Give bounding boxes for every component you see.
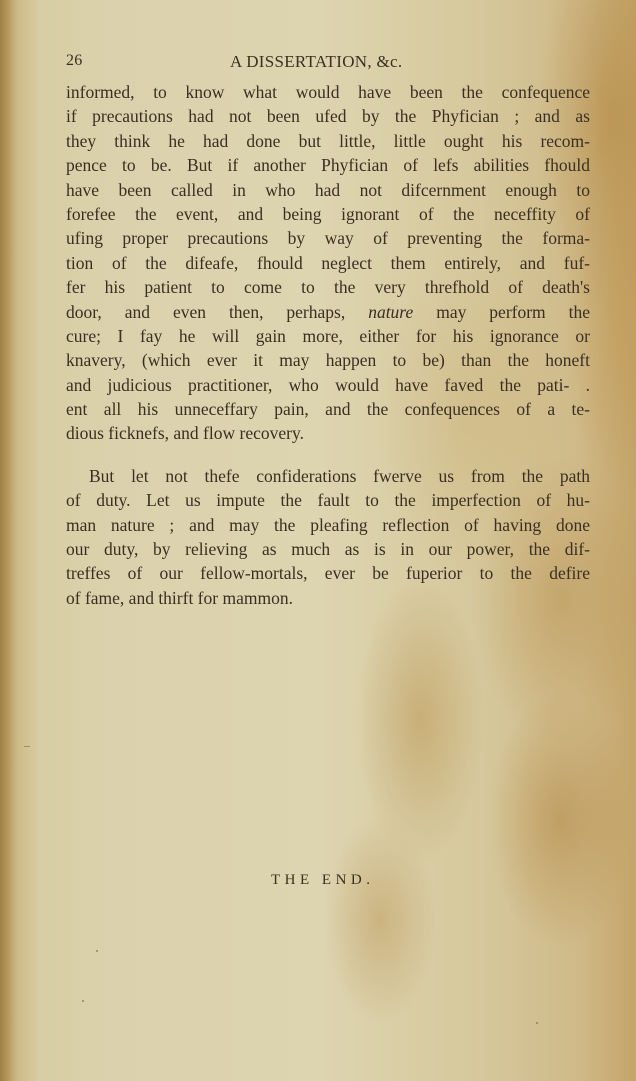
text-line: of fame, and thirft for mammon.	[66, 587, 293, 608]
text-line: But let not thefe confiderations fwerve us from the path	[89, 465, 590, 486]
text-line: forefee the event, and being ignorant of the neceffity of	[66, 203, 590, 224]
paper-speck	[96, 950, 98, 952]
the-end-label: THE END.	[271, 872, 375, 888]
running-head	[66, 52, 590, 80]
text-line: pence to be. But if another Phyfician of lefs abilities fhould	[66, 155, 590, 176]
text-line: of duty. Let us impute the fault to the imperfection of hu-	[66, 490, 590, 511]
text-line: and judicious practitioner, who would have faved the pati- .	[66, 374, 590, 395]
running-head-title: A DISSERTATION, &c.	[230, 52, 403, 71]
line-end: may perform the	[436, 301, 591, 322]
page-number: 26	[66, 52, 83, 69]
text-line: fer his patient to come to the very threfhold of death's	[66, 277, 590, 298]
text-line: if precautions had not been ufed by the Phyfician ; and as	[66, 106, 590, 127]
line-start: door, and even then, perhaps,	[66, 301, 346, 322]
text-line: have been called in who had not difcernment enough to	[66, 179, 590, 200]
text-line: they think he had done but little, little ought his recom-	[66, 130, 590, 151]
text-line: our duty, by relieving as much as is in our power, the dif-	[66, 539, 590, 560]
paragraph-1	[66, 80, 590, 446]
text-line: dious ficknefs, and flow recovery.	[66, 423, 304, 444]
text-line: informed, to know what would have been the confequence	[66, 82, 590, 102]
paper-speck	[82, 1000, 84, 1002]
text-line: tion of the difeafe, fhould neglect them entirely, and fuf-	[66, 252, 590, 273]
text-line-with-italic	[66, 300, 590, 324]
text-line: ent all his unneceffary pain, and the confequences of a te-	[66, 399, 590, 420]
italic-word: nature	[368, 301, 414, 322]
paper-speck	[536, 1022, 538, 1024]
text-line: ufing proper precautions by way of preventing the forma-	[66, 228, 590, 249]
spine-shadow	[0, 0, 18, 1081]
text-line: cure; I fay he will gain more, either for his ignorance or	[66, 325, 590, 346]
text-line: knavery, (which ever it may happen to be) than the honeft	[66, 350, 590, 371]
text-line: treffes of our fellow-mortals, ever be fuperior to the defire	[66, 563, 590, 584]
paper-speck	[24, 746, 30, 747]
paragraph-2	[66, 464, 590, 610]
text-line: man nature ; and may the pleafing reflection of having done	[66, 514, 590, 535]
text-block	[66, 52, 590, 610]
